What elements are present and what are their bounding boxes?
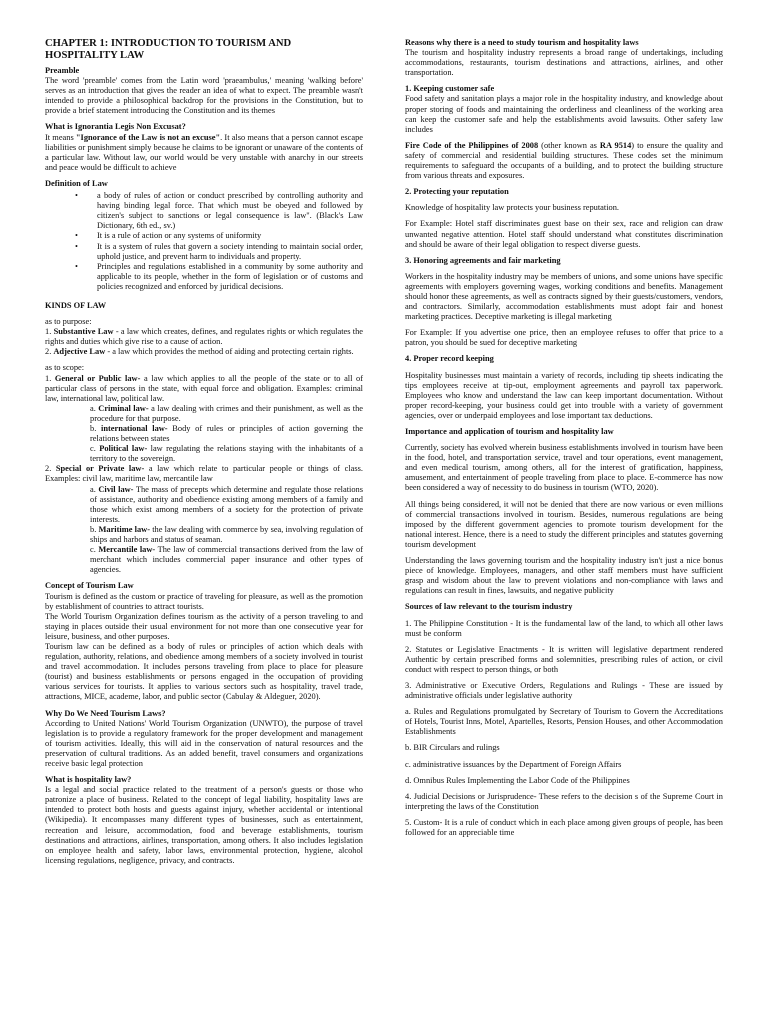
bullet-icon: • bbox=[75, 231, 78, 241]
why-heading: Why Do We Need Tourism Laws? bbox=[45, 708, 166, 718]
criminal-law: a. Criminal law- a law dealing with crimes and their punishment, as well as the procedure for that purpose. bbox=[90, 403, 363, 423]
hospitality-body: Is a legal and social practice related to the treatment of a person's guests or those who patronize a place of business. Related to the concept of legal liability, hospitality laws are intended to protect both hosts and guests against injury, whether accidental or intentional (Wikipedia). It encompasses many different types of businesses, such as entertainment, recreation and leisure, accommodation, food and beverage establishments, tourism destinations and attractions, airlines, transportation, among others. It also includes legislation on employee health and safety, labor laws, environmental protection, hygiene, alcohol licensing regulations, negligence, privacy, and contracts. bbox=[45, 785, 363, 865]
why-body: According to United Nations' World Tourism Organization (UNWTO), the purpose of travel legislation is to provide a regulatory framework for the proper development and management of tourism activities. Ideally, this will aid in the conservation of natural resources and the preservation of cultural traditions. As an added benefit, travel consumers and organizations receive basic legal protection bbox=[45, 718, 363, 768]
reasons-heading: Reasons why there is a need to study tourism and hospitality laws bbox=[405, 38, 639, 47]
reasons-body: The tourism and hospitality industry represents a broad range of undertakings, including accommodations, restaurants, tourism destinations and attractions, airlines, and other transportation. bbox=[405, 48, 723, 78]
civil-law: a. Civil law- The mass of precepts which determine and regulate those relations of assistance, authority and obedience existing among members of a family and those which exist among members of a society for the protection of private interests. bbox=[90, 484, 363, 524]
ignorantia-rest: . It also means that a person cannot escape liabilities or punishment simply because he claims to be ignorant or unaware of the contents of a particular law. Without law, our world would be very unstable with anarchy in our streets and peace would be difficult to achieve bbox=[45, 132, 364, 172]
list-item: b. BIR Circulars and rulings bbox=[405, 743, 500, 753]
bullet-icon: • bbox=[75, 191, 78, 201]
list-item: • Principles and regulations established in a community by some authority and applicable to its people, whether in the form of legislation or of customs and policies recognized and enforced by juridical decisions. bbox=[75, 261, 363, 291]
adjective-law: 2. Adjective Law - a law which provides the method of aiding and protecting certain rights. bbox=[45, 347, 354, 357]
international-law: b. international law- Body of rules or principles of action governing the relations between states bbox=[90, 424, 363, 444]
ignorantia-lead: It means bbox=[45, 132, 76, 142]
bullet-icon: • bbox=[75, 261, 78, 271]
reputation-p1: Knowledge of hospitality law protects your business reputation. bbox=[405, 203, 619, 213]
mercantile-law: c. Mercantile law- The law of commercial transactions derived from the law of merchant which includes commercial paper insurance and other types of agencies. bbox=[90, 545, 363, 575]
preamble-heading: Preamble bbox=[45, 66, 80, 75]
general-law: 1. General or Public law- a law which applies to all the people of the state or to all of particular class of persons in the state, with equal force and obligation. Examples: criminal law, international law, political law. bbox=[45, 373, 364, 403]
list-item: a. Rules and Regulations promulgated by Secretary of Tourism to Govern the Accreditations of Hotels, Tourist Inns, Motel, Apartelles, Resorts, Pension Houses, and other Accommodation Establishments bbox=[405, 707, 723, 737]
left-column bbox=[45, 38, 363, 866]
preamble-body: The word 'preamble' comes from the Latin word 'praeambulus,' meaning 'walking before' serves as an introduction that gives the reader an idea of what to expect. The preamble wasn't intended to provide a philosophical backdrop for the provisions in the Constitution, but to provide a brief statement introducing the Constitution and its themes bbox=[45, 76, 363, 116]
list-item: 2. Statutes or Legislative Enactments - It is written will legislative department rendered Authentic by certain prescribed forms and solemnities, prescribing rules of action, or civil conduct with respect to person things, or both bbox=[405, 644, 723, 674]
list-item: • It is a rule of action or any systems of uniformity bbox=[75, 231, 262, 241]
ignorantia-body bbox=[45, 133, 363, 173]
list-item: 4. Judicial Decisions or Jurisprudence- These refers to the decision s of the Supreme Court in interpreting the laws of the Constitution bbox=[405, 791, 723, 811]
hospitality-heading: What is hospitality law? bbox=[45, 775, 132, 785]
records-body: Hospitality businesses must maintain a variety of records, including tip sheets indicating the tips employees receive at tip-out, employment agreements and payroll tax paperwork. Employees who know and understand the law can keep important documentation. Without proper record-keeping, your business could get into trouble with a variety of government agencies, over or underpaid employees and lose important tax deductions. bbox=[405, 370, 723, 420]
concept-p3: Tourism law can be defined as a body of rules or principles of action which deals with regulation, authority, relations, and obedience among members of a society involved in tourist and travel accommodation. It includes persons traveling from place to place for pleasure (tourist) and business establishments or persons engaged in the occupation of providing various services for tourists. It applies to various sectors such as hospitality, travel trade, attractions, MICE, academe, labor, and public sector (Cabulay & Aldeguer, 2020). bbox=[45, 641, 363, 702]
agreements-p2: For Example: If you advertise one price, then an employee refuses to offer that price to a patron, you should be sued for deceptive marketing bbox=[405, 328, 723, 348]
list-item: • It is a system of rules that govern a society intending to maintain social order, uphold justice, and prevent harm to individuals and property. bbox=[75, 241, 363, 261]
importance-p2: All things being considered, it will not be denied that there are now various or even millions of commercial transactions involved in tourism. Besides, numerous regulations are being imposed by the different government agencies to promote tourism development for the national interest. Hence, there is a need to study the different principles and statutes governing tourism development bbox=[405, 499, 723, 549]
scope-intro: as to scope: bbox=[45, 363, 85, 373]
list-item: • a body of rules of action or conduct prescribed by controlling authority and having binding legal force. That which must be obeyed and followed by citizen's subject to sanctions or legal consequence is law". (Black's Law Dictionary, 6th ed., sv.) bbox=[75, 191, 363, 231]
importance-p3: Understanding the laws governing tourism and the hospitality industry isn't just a nice bonus piece of knowledge. Employees, managers, and other staff members must have sufficient grasp and wisdom about the law to prevent violations and non-compliance with laws and regulations can result in fines, lawsuits, and negative publicity bbox=[405, 556, 723, 596]
maritime-law: b. Maritime law- the law dealing with commerce by sea, involving regulation of ships and harbors and status of seaman. bbox=[90, 524, 364, 545]
purpose-intro: as to purpose: bbox=[45, 317, 92, 327]
concept-p1: Tourism is defined as the custom or practice of traveling for pleasure, as well as the promotion by establishment of countries to attract tourists. bbox=[45, 591, 363, 611]
political-law: c. Political law- law regulating the relations staying with the inhabitants of a territory to the sovereign. bbox=[90, 444, 364, 464]
right-column bbox=[405, 38, 723, 838]
concept-heading: Concept of Tourism Law bbox=[45, 581, 134, 591]
definition-list bbox=[45, 191, 363, 292]
reputation-heading: 2. Protecting your reputation bbox=[405, 187, 509, 197]
bullet-icon: • bbox=[75, 241, 78, 251]
importance-heading: Importance and application of tourism and hospitality law bbox=[405, 427, 614, 436]
definition-heading: Definition of Law bbox=[45, 178, 108, 188]
safe-body: Food safety and sanitation plays a major role in the hospitality industry, and knowledge about proper storing of foods and maintaining the orderliness and cleanliness of the working area can keep the customer safe and help the establishments avoid lawsuits. Other safety law includes bbox=[405, 94, 723, 134]
importance-p1: Currently, society has evolved wherein business establishments involved in tourism have been in the food, hotel, and transportation service, travel and tour operations, event management, and even medical tourism, among others, all for the interest of gratification, happiness, amusement, and entertainment of people traveling from place to place. E-commerce has now been considered a way of necessity to do business in tourism (WTO, 2020). bbox=[405, 443, 723, 493]
concept-p2: The World Tourism Organization defines tourism as the activity of a person traveling to and staying in places outside their usual environment for not more than one consecutive year for leisure, business, and other purposes. bbox=[45, 611, 363, 641]
records-heading: 4. Proper record keeping bbox=[405, 354, 494, 364]
list-item: 3. Administrative or Executive Orders, Regulations and Rulings - These are issued by administrative officials under legislative authority bbox=[405, 680, 723, 701]
fire-code: Fire Code of the Philippines of 2008 (other known as RA 9514) to ensure the quality and safety of commercial and residential building structures. These codes set the minimum requirements to safeguard the occupants of a building, and to protect the building structure from various threats and exposures. bbox=[405, 140, 723, 181]
list-item: 1. The Philippine Constitution - It is the fundamental law of the land, to which all other laws must be conform bbox=[405, 618, 723, 638]
substantive-law: 1. Substantive Law - a law which creates, defines, and regulates rights or which regulates the rights and duties which give rise to a cause of action. bbox=[45, 327, 364, 347]
safe-heading: 1. Keeping customer safe bbox=[405, 84, 495, 94]
list-item: 5. Custom- It is a rule of conduct which in each place among given groups of people, has been followed for an appreciable time bbox=[405, 817, 723, 837]
special-law: 2. Special or Private law- a law which relate to particular people or things of class. Examples: civil law, maritime law, mercantile law bbox=[45, 464, 363, 484]
list-item: c. administrative issuances by the Department of Foreign Affairs bbox=[405, 759, 622, 769]
kinds-heading: KINDS OF LAW bbox=[45, 300, 107, 310]
ignorantia-heading: What is Ignorantia Legis Non Excusat? bbox=[45, 122, 186, 132]
agreements-p1: Workers in the hospitality industry may be members of unions, and some unions have specific agreements with employers governing wages, working conditions and benefits. Management should honor these agreements, as well as contracts signed by their guests/customers, vendors, and contractors. Similarly, accommodation establishments must adopt fair and honest marketing practices. Deceptive marketing is illegal marketing bbox=[405, 271, 723, 322]
list-item: d. Omnibus Rules Implementing the Labor Code of the Philippines bbox=[405, 775, 630, 785]
reputation-p2: For Example: Hotel staff discriminates guest base on their sex, race and religion can draw unwanted negative attention. Hotel staff should understand what constitutes discrimination and should be aware of their legal obligation to respect diverse guests. bbox=[405, 219, 723, 249]
chapter-title: CHAPTER 1: INTRODUCTION TO TOURISM AND HOSPITALITY LAW bbox=[45, 38, 292, 61]
ignorantia-maxim: "Ignorance of the Law is not an excuse" bbox=[75, 132, 221, 142]
sources-heading: Sources of law relevant to the tourism industry bbox=[405, 602, 573, 612]
agreements-heading: 3. Honoring agreements and fair marketing bbox=[405, 255, 561, 265]
